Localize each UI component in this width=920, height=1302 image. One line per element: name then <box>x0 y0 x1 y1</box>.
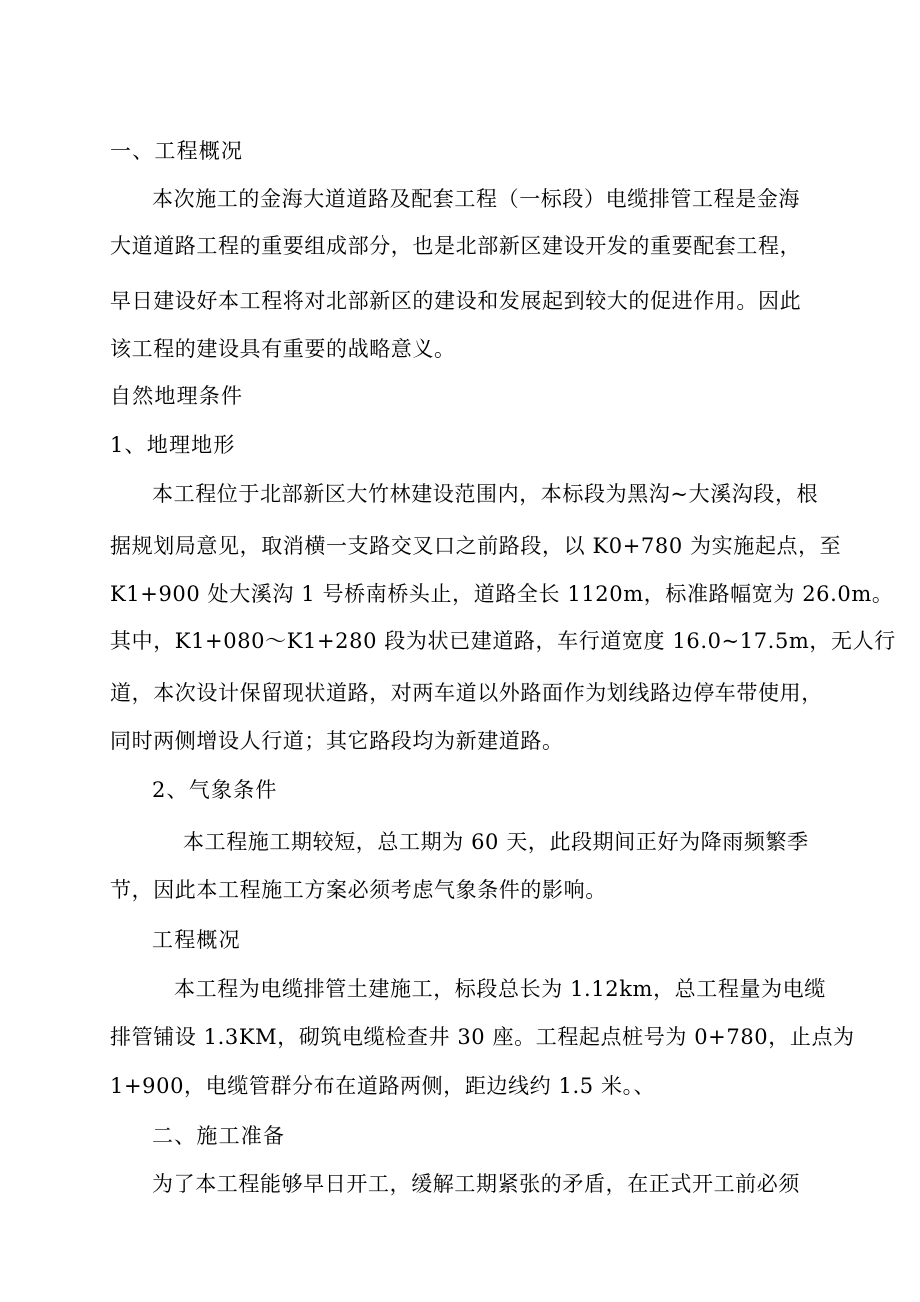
section-heading: 1、地理地形 <box>110 433 236 457</box>
paragraph-line: 本工程施工期较短，总工期为 60 天，此段期间正好为降雨频繁季 <box>183 830 809 854</box>
section-heading: 一、工程概况 <box>110 139 244 163</box>
paragraph-line: 1+900，电缆管群分布在道路两侧，距边线约 1.5 米。、 <box>110 1074 656 1098</box>
section-heading: 二、施工准备 <box>152 1124 286 1148</box>
paragraph-line: 早日建设好本工程将对北部新区的建设和发展起到较大的促进作用。因此 <box>110 289 802 313</box>
paragraph-line: 排管铺设 1.3KM，砌筑电缆检查井 30 座。工程起点桩号为 0+780，止点为 <box>110 1025 855 1049</box>
section-heading: 2、气象条件 <box>152 778 278 802</box>
paragraph-line: 该工程的建设具有重要的战略意义。 <box>110 337 456 361</box>
paragraph-line: 据规划局意见，取消横一支路交叉口之前路段，以 K0+780 为实施起点，至 <box>110 534 842 558</box>
paragraph-line: 大道道路工程的重要组成部分，也是北部新区建设开发的重要配套工程， <box>110 234 802 258</box>
paragraph-line: 本工程位于北部新区大竹林建设范围内，本标段为黑沟~大溪沟段，根 <box>152 482 819 506</box>
section-heading: 工程概况 <box>152 928 241 952</box>
paragraph-line: 为了本工程能够早日开工，缓解工期紧张的矛盾，在正式开工前必须 <box>152 1172 800 1196</box>
paragraph-line: K1+900 处大溪沟 1 号桥南桥头止，道路全长 1120m，标准路幅宽为 26.0m。 <box>110 582 894 606</box>
section-heading: 自然地理条件 <box>110 384 244 408</box>
paragraph-line: 同时两侧增设人行道；其它路段均为新建道路。 <box>110 729 564 753</box>
paragraph-line: 其中，K1+080～K1+280 段为状已建道路，车行道宽度 16.0~17.5m，无人行 <box>110 629 896 653</box>
paragraph-line: 道，本次设计保留现状道路，对两车道以外路面作为划线路边停车带使用， <box>110 681 823 705</box>
paragraph-line: 本工程为电缆排管土建施工，标段总长为 1.12km，总工程量为电缆 <box>174 977 826 1001</box>
paragraph-line: 节，因此本工程施工方案必须考虑气象条件的影响。 <box>110 878 607 902</box>
paragraph-line: 本次施工的金海大道道路及配套工程（一标段）电缆排管工程是金海 <box>152 187 800 211</box>
